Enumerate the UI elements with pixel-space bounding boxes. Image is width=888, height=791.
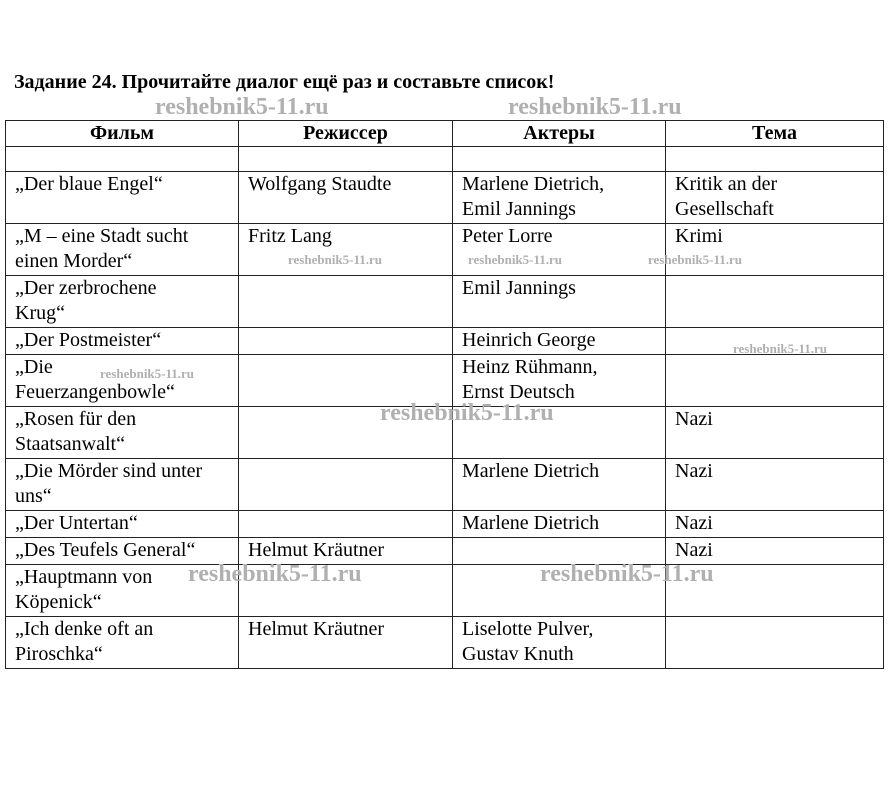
watermark-text: reshebnik5-11.ru [540,561,714,587]
blank-cell [239,147,453,172]
table-row [6,328,884,355]
blank-cell [666,147,884,172]
watermark-text: reshebnik5-11.ru [155,94,329,120]
theme-cell: Krimi [666,224,884,276]
actors-cell: Peter Lorre [453,224,666,276]
watermark-text: reshebnik5-11.ru [468,252,563,267]
watermark-text: reshebnik5-11.ru [288,252,383,267]
actors-cell: Marlene Dietrich, Emil Jannings [453,172,666,224]
theme-cell: Nazi [666,407,884,459]
header-row [6,121,884,147]
films-table [5,120,884,669]
film-cell: „Der Untertan“ [6,511,239,538]
watermark-text: reshebnik5-11.ru [188,561,362,587]
film-cell: „Rosen für den Staatsanwalt“ [6,407,239,459]
actors-cell [453,538,666,565]
actors-cell: Liselotte Pulver, Gustav Knuth [453,617,666,669]
actors-cell [453,565,666,617]
director-cell [239,407,453,459]
director-cell [239,459,453,511]
director-cell: Wolfgang Staudte [239,172,453,224]
director-cell [239,511,453,538]
task-heading: Задание 24. Прочитайте диалог ещё раз и составьте список! [14,71,555,93]
watermark-text: reshebnik5-11.ru [100,366,195,381]
film-cell: „Die Feuerzangenbowle“ [6,355,239,407]
header-director: Режиссер [239,121,453,147]
actors-cell: Emil Jannings [453,276,666,328]
film-cell: „Des Teufels General“ [6,538,239,565]
film-cell: „Der blaue Engel“ [6,172,239,224]
film-cell: „Der Postmeister“ [6,328,239,355]
director-cell [239,355,453,407]
film-cell: „Ich denke oft an Piroschka“ [6,617,239,669]
table-row [6,407,884,459]
film-cell: „Die Mörder sind unter uns“ [6,459,239,511]
header-theme: Тема [666,121,884,147]
table-row [6,224,884,276]
table-row [6,511,884,538]
watermark-text: reshebnik5-11.ru [733,341,828,356]
actors-cell [453,407,666,459]
theme-cell [666,328,884,355]
director-cell: Fritz Lang [239,224,453,276]
table-row [6,172,884,224]
blank-cell [6,147,239,172]
director-cell: Helmut Kräutner [239,617,453,669]
film-cell: „M – eine Stadt sucht einen Morder“ [6,224,239,276]
watermark-text: reshebnik5-11.ru [380,400,554,426]
header-film: Фильм [6,121,239,147]
table-row [6,276,884,328]
director-cell [239,328,453,355]
film-cell: „Der zerbrochene Krug“ [6,276,239,328]
table-row [6,459,884,511]
theme-cell: Kritik an der Gesellschaft [666,172,884,224]
theme-cell [666,565,884,617]
watermark-text: reshebnik5-11.ru [508,94,682,120]
theme-cell: Nazi [666,459,884,511]
director-cell [239,276,453,328]
theme-cell [666,276,884,328]
watermark-text: reshebnik5-11.ru [648,252,743,267]
theme-cell [666,355,884,407]
theme-cell: Nazi [666,538,884,565]
table-row [6,565,884,617]
actors-cell: Heinz Rühmann, Ernst Deutsch [453,355,666,407]
director-cell [239,565,453,617]
table-row [6,538,884,565]
actors-cell: Marlene Dietrich [453,459,666,511]
blank-row [6,147,884,172]
table-row [6,355,884,407]
theme-cell [666,617,884,669]
blank-cell [453,147,666,172]
header-actors: Актеры [453,121,666,147]
director-cell: Helmut Kräutner [239,538,453,565]
theme-cell: Nazi [666,511,884,538]
actors-cell: Heinrich George [453,328,666,355]
actors-cell: Marlene Dietrich [453,511,666,538]
film-cell: „Hauptmann von Köpenick“ [6,565,239,617]
table-row [6,617,884,669]
